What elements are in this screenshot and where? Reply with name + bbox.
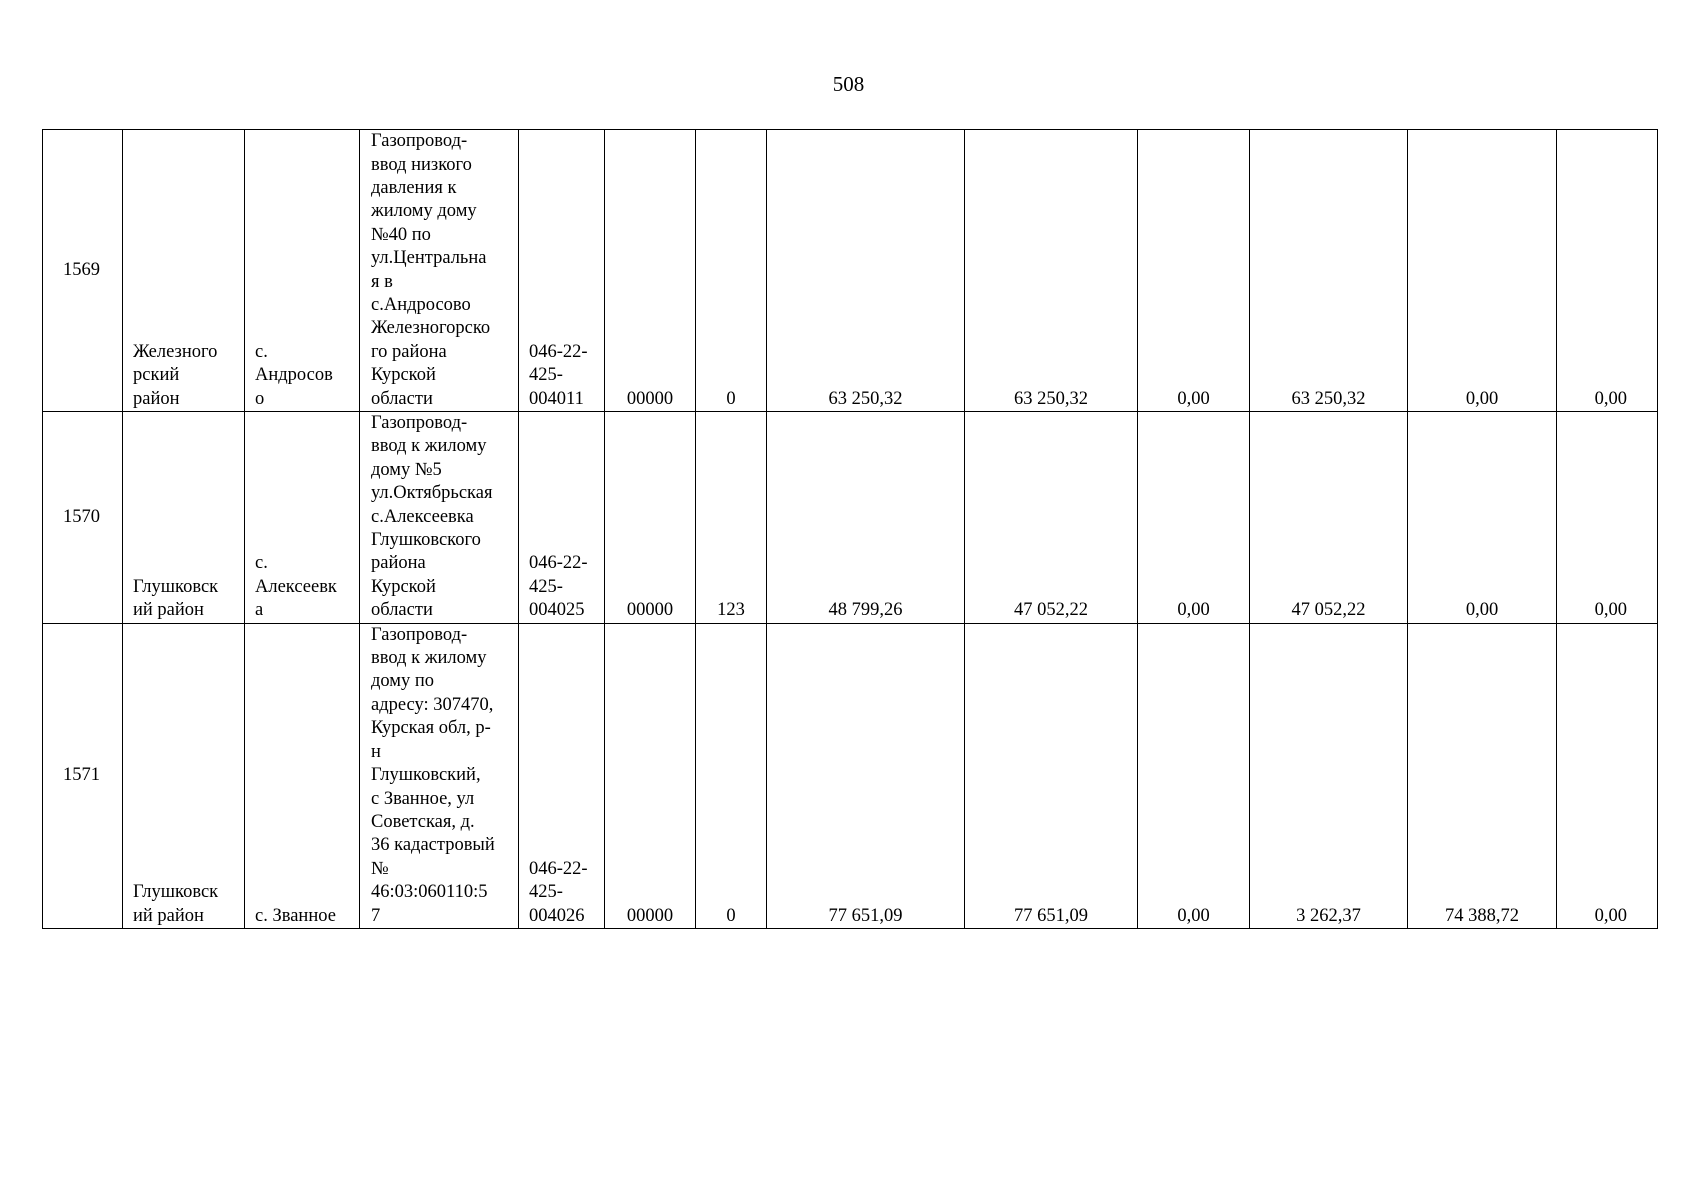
object-name-cell: Газопровод- ввод низкого давления к жилому дому №40 по ул.Центральна я в с.Андросово Железногорско го района Курской области [360,130,519,412]
value-cell-2: 47 052,22 [965,412,1138,624]
value-cell-6: 0,00 [1557,130,1658,412]
table-row [43,130,1658,412]
value-cell-4: 47 052,22 [1250,412,1408,624]
district-cell: Глушковск ий район [123,412,245,624]
value-cell-3: 0,00 [1138,130,1250,412]
code-cell: 00000 [605,412,696,624]
table-row [43,412,1658,624]
value-cell-1: 63 250,32 [767,130,965,412]
value-cell-2: 77 651,09 [965,623,1138,928]
code-cell: 00000 [605,130,696,412]
value-cell-3: 0,00 [1138,623,1250,928]
registry-code-cell: 046-22- 425- 004011 [519,130,605,412]
value-cell-4: 3 262,37 [1250,623,1408,928]
value-cell-1: 48 799,26 [767,412,965,624]
value-cell-5: 74 388,72 [1408,623,1557,928]
value-cell-5: 0,00 [1408,130,1557,412]
quantity-cell: 0 [696,623,767,928]
quantity-cell: 123 [696,412,767,624]
registry-table [42,129,1658,929]
table-row [43,623,1658,928]
object-name-cell: Газопровод- ввод к жилому дому по адресу: 307470, Курская обл, р- н Глушковский, с Званное, ул Советская, д. 36 кадастровый № 46:03:060110:5 7 [360,623,519,928]
registry-code-cell: 046-22- 425- 004025 [519,412,605,624]
district-cell: Глушковск ий район [123,623,245,928]
locality-cell: с. Алексеевк а [245,412,360,624]
code-cell: 00000 [605,623,696,928]
row-number-cell: 1570 [43,412,123,624]
value-cell-3: 0,00 [1138,412,1250,624]
value-cell-1: 77 651,09 [767,623,965,928]
district-cell: Железного рский район [123,130,245,412]
value-cell-5: 0,00 [1408,412,1557,624]
value-cell-2: 63 250,32 [965,130,1138,412]
locality-cell: с. Андросов о [245,130,360,412]
locality-cell: с. Званное [245,623,360,928]
row-number-cell: 1569 [43,130,123,412]
value-cell-6: 0,00 [1557,623,1658,928]
registry-code-cell: 046-22- 425- 004026 [519,623,605,928]
page-number: 508 [832,72,865,96]
object-name-cell: Газопровод- ввод к жилому дому №5 ул.Октябрьская с.Алексеевка Глушковского района Курской области [360,412,519,624]
row-number-cell: 1571 [43,623,123,928]
value-cell-4: 63 250,32 [1250,130,1408,412]
quantity-cell: 0 [696,130,767,412]
value-cell-6: 0,00 [1557,412,1658,624]
